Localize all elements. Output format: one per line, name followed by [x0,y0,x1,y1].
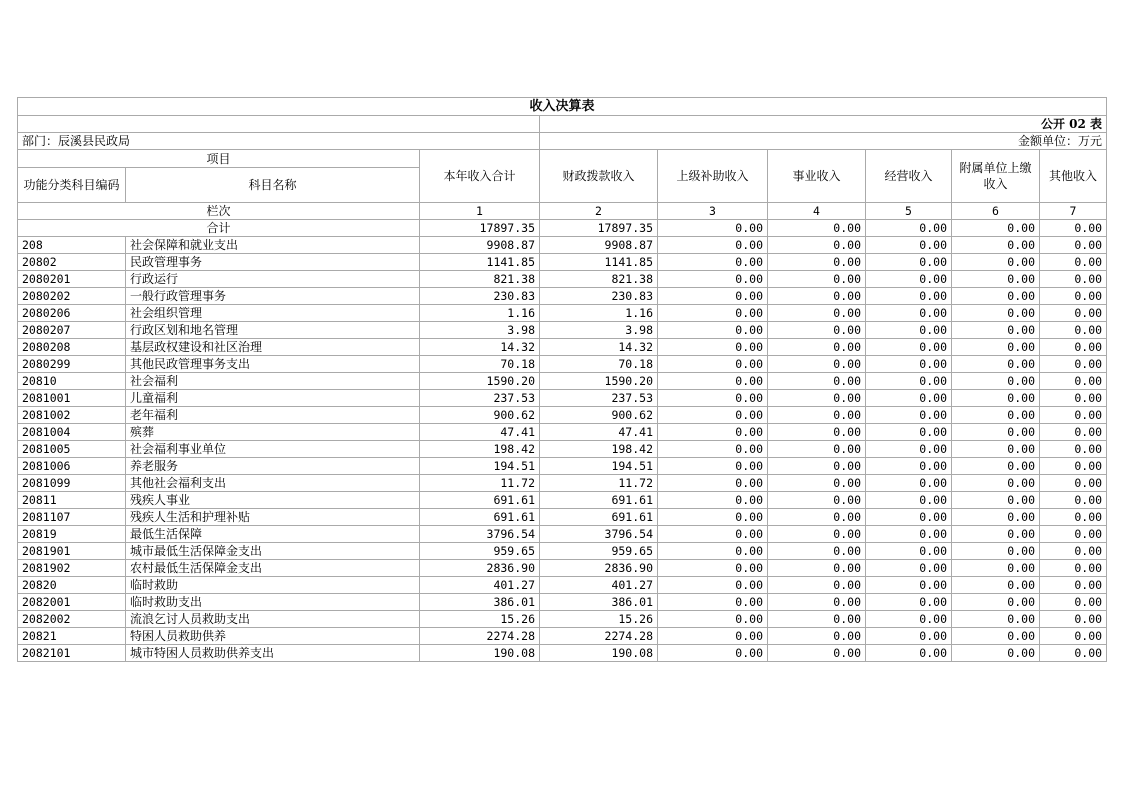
row-value: 0.00 [952,288,1040,305]
row-name: 临时救助支出 [126,594,420,611]
row-value: 0.00 [1040,407,1107,424]
row-value: 0.00 [658,628,768,645]
operating-income-header: 经营收入 [866,150,952,203]
row-value: 0.00 [1040,271,1107,288]
row-value: 0.00 [866,407,952,424]
row-name: 其他社会福利支出 [126,475,420,492]
row-value: 0.00 [768,237,866,254]
row-value: 0.00 [952,492,1040,509]
row-value: 900.62 [420,407,540,424]
column-index-6: 6 [952,203,1040,220]
row-value: 15.26 [420,611,540,628]
row-value: 386.01 [420,594,540,611]
row-value: 0.00 [658,271,768,288]
table-row [18,356,1107,373]
row-value: 9908.87 [420,237,540,254]
row-value: 0.00 [866,458,952,475]
row-value: 0.00 [1040,305,1107,322]
row-value: 47.41 [420,424,540,441]
column-index-row [18,203,1107,220]
row-value: 1141.85 [540,254,658,271]
total-income-header: 本年收入合计 [420,150,540,203]
row-value: 0.00 [1040,373,1107,390]
other-income-header: 其他收入 [1040,150,1107,203]
row-value: 0.00 [952,271,1040,288]
row-value: 0.00 [866,594,952,611]
row-value: 386.01 [540,594,658,611]
table-row [18,577,1107,594]
table-row [18,441,1107,458]
row-value: 0.00 [658,441,768,458]
row-value: 0.00 [768,254,866,271]
row-value: 3796.54 [420,526,540,543]
row-code: 2081001 [18,390,126,407]
row-value: 70.18 [420,356,540,373]
column-index-5: 5 [866,203,952,220]
row-value: 2274.28 [540,628,658,645]
row-value: 0.00 [658,645,768,662]
code-header: 功能分类科目编码 [18,168,126,203]
row-value: 0.00 [866,322,952,339]
row-value: 959.65 [420,543,540,560]
row-name: 一般行政管理事务 [126,288,420,305]
row-value: 0.00 [658,237,768,254]
column-index-3: 3 [658,203,768,220]
table-row [18,492,1107,509]
row-value: 0.00 [658,543,768,560]
row-value: 3.98 [540,322,658,339]
row-value: 821.38 [420,271,540,288]
row-value: 0.00 [952,305,1040,322]
row-value: 0.00 [952,611,1040,628]
row-name: 临时救助 [126,577,420,594]
row-value: 0.00 [1040,594,1107,611]
row-name: 行政区划和地名管理 [126,322,420,339]
row-value: 821.38 [540,271,658,288]
row-value: 0.00 [768,458,866,475]
row-value: 0.00 [768,305,866,322]
row-value: 0.00 [658,407,768,424]
row-code: 2082101 [18,645,126,662]
income-statement-table [17,97,1107,662]
row-value: 0.00 [1040,577,1107,594]
department-row [18,133,1107,150]
total-value: 17897.35 [420,220,540,237]
row-name: 社会组织管理 [126,305,420,322]
row-value: 237.53 [540,390,658,407]
row-value: 0.00 [952,594,1040,611]
row-value: 0.00 [866,424,952,441]
row-value: 0.00 [768,390,866,407]
row-value: 0.00 [952,322,1040,339]
row-value: 0.00 [1040,475,1107,492]
row-value: 0.00 [768,594,866,611]
row-value: 0.00 [866,509,952,526]
row-value: 1590.20 [540,373,658,390]
row-value: 0.00 [1040,356,1107,373]
row-value: 0.00 [658,288,768,305]
row-name: 行政运行 [126,271,420,288]
row-value: 70.18 [540,356,658,373]
row-value: 0.00 [768,356,866,373]
row-value: 0.00 [768,526,866,543]
table-row [18,594,1107,611]
row-value: 0.00 [866,390,952,407]
row-value: 0.00 [866,339,952,356]
row-value: 0.00 [866,356,952,373]
affiliated-income-header: 附属单位上缴收入 [952,150,1040,203]
row-value: 0.00 [1040,441,1107,458]
row-name: 殡葬 [126,424,420,441]
row-value: 2836.90 [420,560,540,577]
row-value: 47.41 [540,424,658,441]
row-value: 691.61 [540,509,658,526]
table-no-row [18,116,1107,133]
row-value: 0.00 [952,237,1040,254]
item-group-header: 项目 [18,150,420,168]
table-row [18,288,1107,305]
row-value: 0.00 [1040,645,1107,662]
row-code: 2081099 [18,475,126,492]
row-value: 14.32 [420,339,540,356]
row-value: 9908.87 [540,237,658,254]
row-value: 0.00 [952,424,1040,441]
table-row [18,526,1107,543]
row-value: 401.27 [420,577,540,594]
table-row [18,509,1107,526]
row-name: 社会保障和就业支出 [126,237,420,254]
table-row [18,407,1107,424]
row-value: 194.51 [540,458,658,475]
table-row [18,373,1107,390]
row-value: 0.00 [768,373,866,390]
header-row-1 [18,150,1107,168]
table-row [18,390,1107,407]
row-value: 0.00 [658,390,768,407]
row-value: 237.53 [420,390,540,407]
row-code: 2081006 [18,458,126,475]
row-value: 0.00 [866,611,952,628]
row-value: 0.00 [658,475,768,492]
row-value: 0.00 [952,526,1040,543]
row-code: 2080201 [18,271,126,288]
column-index-4: 4 [768,203,866,220]
row-value: 0.00 [952,458,1040,475]
row-value: 900.62 [540,407,658,424]
row-value: 0.00 [1040,560,1107,577]
row-code: 208 [18,237,126,254]
row-code: 20819 [18,526,126,543]
table-row [18,237,1107,254]
row-value: 0.00 [768,492,866,509]
row-value: 0.00 [658,577,768,594]
row-value: 0.00 [658,458,768,475]
row-code: 2080202 [18,288,126,305]
unit-label: 金额单位：万元 [540,133,1107,150]
row-value: 0.00 [952,560,1040,577]
table-row [18,475,1107,492]
row-value: 0.00 [768,543,866,560]
total-value: 0.00 [1040,220,1107,237]
table-row [18,543,1107,560]
table-row [18,458,1107,475]
row-code: 20820 [18,577,126,594]
row-code: 2080206 [18,305,126,322]
row-value: 194.51 [420,458,540,475]
row-code: 20802 [18,254,126,271]
row-value: 0.00 [658,492,768,509]
row-value: 0.00 [866,475,952,492]
row-value: 0.00 [658,254,768,271]
row-value: 0.00 [768,509,866,526]
row-value: 0.00 [1040,611,1107,628]
row-value: 0.00 [952,577,1040,594]
blank-cell [18,116,540,133]
row-name: 流浪乞讨人员救助支出 [126,611,420,628]
row-name: 养老服务 [126,458,420,475]
row-value: 0.00 [952,390,1040,407]
row-value: 0.00 [1040,458,1107,475]
row-value: 0.00 [658,594,768,611]
row-value: 2274.28 [420,628,540,645]
total-value: 0.00 [952,220,1040,237]
row-value: 0.00 [952,441,1040,458]
row-name: 残疾人生活和护理补贴 [126,509,420,526]
row-name: 城市特困人员救助供养支出 [126,645,420,662]
row-value: 190.08 [540,645,658,662]
row-code: 20821 [18,628,126,645]
table-row [18,628,1107,645]
row-value: 0.00 [1040,322,1107,339]
row-value: 0.00 [658,322,768,339]
table-row [18,322,1107,339]
column-index-2: 2 [540,203,658,220]
row-value: 0.00 [658,509,768,526]
row-value: 0.00 [768,645,866,662]
row-value: 0.00 [768,339,866,356]
row-value: 0.00 [658,526,768,543]
row-name: 其他民政管理事务支出 [126,356,420,373]
row-value: 0.00 [952,339,1040,356]
row-value: 0.00 [1040,543,1107,560]
row-value: 0.00 [658,305,768,322]
column-index-7: 7 [1040,203,1107,220]
row-code: 2082001 [18,594,126,611]
name-header: 科目名称 [126,168,420,203]
row-value: 0.00 [768,407,866,424]
row-value: 0.00 [768,611,866,628]
table-row [18,339,1107,356]
table-title: 收入决算表 [18,98,1107,116]
row-value: 0.00 [866,577,952,594]
total-value: 0.00 [768,220,866,237]
row-value: 11.72 [420,475,540,492]
row-value: 198.42 [420,441,540,458]
row-value: 0.00 [866,254,952,271]
row-value: 0.00 [658,611,768,628]
row-value: 190.08 [420,645,540,662]
row-value: 691.61 [540,492,658,509]
row-code: 2081902 [18,560,126,577]
row-value: 0.00 [952,645,1040,662]
table-row [18,611,1107,628]
row-value: 0.00 [952,475,1040,492]
row-value: 691.61 [420,492,540,509]
total-value: 0.00 [658,220,768,237]
row-value: 1141.85 [420,254,540,271]
row-name: 最低生活保障 [126,526,420,543]
table-row [18,424,1107,441]
row-value: 0.00 [658,424,768,441]
row-value: 0.00 [1040,509,1107,526]
row-value: 401.27 [540,577,658,594]
row-value: 0.00 [768,424,866,441]
row-value: 0.00 [952,543,1040,560]
row-value: 0.00 [866,526,952,543]
business-income-header: 事业收入 [768,150,866,203]
superior-subsidy-header: 上级补助收入 [658,150,768,203]
row-name: 儿童福利 [126,390,420,407]
row-value: 0.00 [1040,526,1107,543]
row-name: 社会福利事业单位 [126,441,420,458]
row-value: 0.00 [866,271,952,288]
total-row [18,220,1107,237]
row-value: 0.00 [952,407,1040,424]
row-value: 14.32 [540,339,658,356]
row-value: 0.00 [952,356,1040,373]
row-name: 老年福利 [126,407,420,424]
row-value: 0.00 [866,560,952,577]
row-value: 0.00 [658,560,768,577]
row-value: 0.00 [768,441,866,458]
department-label: 部门：辰溪县民政局 [18,133,540,150]
row-name: 社会福利 [126,373,420,390]
row-code: 2081005 [18,441,126,458]
row-value: 0.00 [768,271,866,288]
row-code: 20811 [18,492,126,509]
row-value: 0.00 [1040,339,1107,356]
row-value: 15.26 [540,611,658,628]
table-row [18,645,1107,662]
total-label: 合计 [18,220,420,237]
row-value: 3796.54 [540,526,658,543]
row-code: 2082002 [18,611,126,628]
row-value: 230.83 [540,288,658,305]
row-code: 2081901 [18,543,126,560]
title-row [18,98,1107,116]
row-value: 0.00 [866,543,952,560]
row-value: 0.00 [866,628,952,645]
row-value: 0.00 [952,373,1040,390]
row-value: 0.00 [866,237,952,254]
row-code: 2081002 [18,407,126,424]
row-value: 1590.20 [420,373,540,390]
total-value: 17897.35 [540,220,658,237]
row-value: 0.00 [1040,288,1107,305]
row-value: 0.00 [866,305,952,322]
row-value: 0.00 [768,288,866,305]
row-value: 0.00 [1040,390,1107,407]
row-value: 1.16 [540,305,658,322]
row-value: 0.00 [866,441,952,458]
row-value: 3.98 [420,322,540,339]
row-value: 0.00 [658,356,768,373]
column-index-label: 栏次 [18,203,420,220]
row-name: 民政管理事务 [126,254,420,271]
row-value: 0.00 [1040,424,1107,441]
row-name: 特困人员救助供养 [126,628,420,645]
row-value: 0.00 [1040,492,1107,509]
row-name: 残疾人事业 [126,492,420,509]
row-name: 农村最低生活保障金支出 [126,560,420,577]
row-value: 0.00 [768,577,866,594]
fiscal-income-header: 财政拨款收入 [540,150,658,203]
column-index-1: 1 [420,203,540,220]
table-row [18,254,1107,271]
row-value: 0.00 [658,339,768,356]
row-value: 0.00 [1040,628,1107,645]
row-value: 959.65 [540,543,658,560]
row-code: 20810 [18,373,126,390]
table-row [18,271,1107,288]
row-name: 基层政权建设和社区治理 [126,339,420,356]
row-code: 2081107 [18,509,126,526]
row-value: 0.00 [866,645,952,662]
row-value: 0.00 [768,322,866,339]
row-value: 2836.90 [540,560,658,577]
row-value: 0.00 [866,373,952,390]
row-value: 0.00 [866,492,952,509]
row-value: 691.61 [420,509,540,526]
row-value: 0.00 [1040,237,1107,254]
row-value: 0.00 [768,475,866,492]
row-code: 2080208 [18,339,126,356]
row-value: 1.16 [420,305,540,322]
total-value: 0.00 [866,220,952,237]
row-code: 2080207 [18,322,126,339]
table-row [18,560,1107,577]
row-value: 198.42 [540,441,658,458]
row-value: 0.00 [952,254,1040,271]
row-value: 11.72 [540,475,658,492]
table-row [18,305,1107,322]
row-code: 2081004 [18,424,126,441]
row-value: 230.83 [420,288,540,305]
row-value: 0.00 [952,509,1040,526]
row-value: 0.00 [658,373,768,390]
row-code: 2080299 [18,356,126,373]
row-value: 0.00 [768,628,866,645]
row-name: 城市最低生活保障金支出 [126,543,420,560]
table-number: 公开 02 表 [540,116,1107,133]
row-value: 0.00 [866,288,952,305]
row-value: 0.00 [1040,254,1107,271]
row-value: 0.00 [768,560,866,577]
row-value: 0.00 [952,628,1040,645]
